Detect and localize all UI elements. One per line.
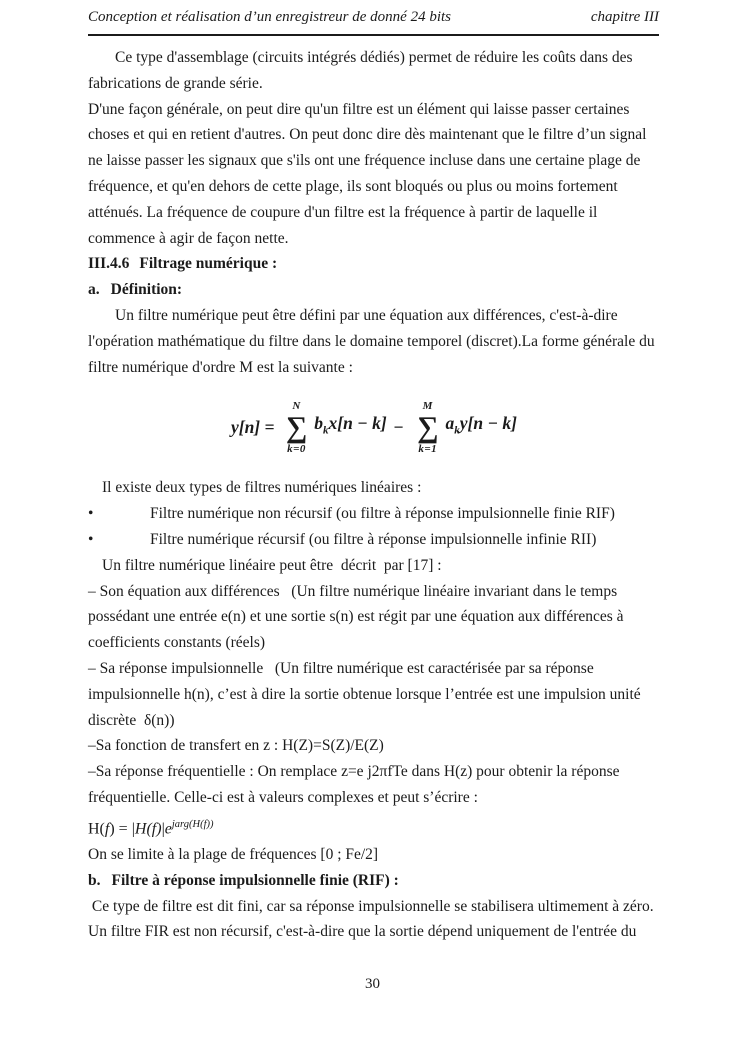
- paragraph-filtre-fini: Ce type de filtre est dit fini, car sa réponse impulsionnelle se stabilisera ultimement à zéro. Un filtre FIR est non récursif, c'est-à-dire que la sortie dépend uniquement de l'entrée du: [88, 897, 658, 941]
- section-number: III.4.6: [88, 255, 130, 273]
- term2-coefficient: a: [445, 413, 455, 434]
- sum2-lower-limit: k=1: [418, 443, 438, 456]
- sum1-upper-limit: N: [292, 400, 301, 413]
- hf-exponent: jarg(H(f)): [171, 818, 214, 830]
- paragraph-deux-types: Il existe deux types de filtres numériques linéaires :: [102, 479, 422, 497]
- hf-bar: |: [161, 820, 165, 838]
- sigma-icon: ∑: [417, 411, 439, 445]
- page-header: [88, 8, 659, 27]
- equation-term-1: [314, 411, 387, 444]
- minus-operator: −: [388, 416, 409, 437]
- difference-equation: [88, 400, 660, 455]
- paragraph-filtre-general: D'une façon générale, on peut dire qu'un filtre est un élément qui laisse passer certaines choses et qui en retient d'autres. On peut donc dire dès maintenant que le filtre d’un signal ne laisse passer les signaux que s'ils ont une fréquence incluse dans une certaine plage de fréquence, et qu'en dehors de cette plage, ils sont bloqués ou plus ou moins fortement atténués. La fréquence de coupure d'un filtre est la fréquence à partir de laquelle il commence à agir de façon nette.: [88, 100, 651, 247]
- term1-argument: x[n − k]: [328, 413, 387, 434]
- term2-argument: y[n − k]: [459, 413, 518, 434]
- page-number: 30: [365, 976, 380, 992]
- hf-lhs-open: H(: [88, 820, 105, 838]
- hf-e-base: e: [164, 820, 172, 838]
- bullet-text: Filtre numérique récursif (ou filtre à réponse impulsionnelle infinie RII): [150, 530, 597, 548]
- header-rule: [88, 34, 659, 36]
- sigma-icon: ∑: [285, 411, 308, 445]
- sum2-upper-limit: M: [422, 400, 433, 413]
- hf-f-italic: f: [104, 820, 110, 838]
- summation-2: [417, 400, 438, 455]
- paragraph-assemblage: Ce type d'assemblage (circuits intégrés dédiés) permet de réduire les coûts dans des fabrications de grande série.: [88, 49, 637, 92]
- term1-subscript: k: [323, 424, 329, 437]
- bullet-icon: •: [88, 530, 94, 548]
- equation-term-2: [446, 411, 518, 444]
- paragraph-equation-differences: – Son équation aux différences (Un filtre numérique linéaire invariant dans le temps possédant une entrée e(n) et une sortie s(n) est régit par une équation aux différences à coefficients constants (réels): [88, 582, 628, 652]
- paragraph-definition: Un filtre numérique peut être défini par une équation aux différences, c'est-à-dire l'opération mathématique du filtre dans le domaine temporel (discret).La forme générale du filtre numérique d'ordre M est la suivante :: [88, 306, 659, 376]
- paragraph-plage-frequences: On se limite à la plage de fréquences [0 ; Fe/2]: [88, 846, 379, 864]
- paragraph-reponse-impulsionnelle: – Sa réponse impulsionnelle (Un filtre numérique est caractérisée par sa réponse impulsionnelle h(n), c’est à dire la sortie obtenue lorsque l’entrée est une impulsion unité discrète δ(n)): [88, 659, 645, 729]
- hf-mid: ) = |: [109, 820, 135, 838]
- header-title: Conception et réalisation d’un enregistreur de donné 24 bits: [88, 9, 452, 25]
- subheading-definition: [88, 277, 660, 303]
- paragraph-reponse-frequentielle: –Sa réponse fréquentielle : On remplace z=e j2πfTe dans H(z) pour obtenir la réponse fréquentielle. Celle-ci est à valeurs complexes et peut s’écrire :: [88, 763, 624, 806]
- equation-lhs: y[n] =: [230, 416, 279, 437]
- page-footer: [0, 976, 745, 993]
- subheading-filtre-rif: [88, 868, 660, 894]
- section-label: Filtrage numérique :: [139, 255, 278, 273]
- paragraph-fonction-transfert: –Sa fonction de transfert en z : H(Z)=S(Z)/E(Z): [88, 737, 384, 755]
- header-chapter: chapitre III: [590, 9, 659, 25]
- summation-1: [286, 400, 307, 455]
- section-heading-filtrage-numerique: [88, 251, 660, 277]
- subheading-label: Filtre à réponse impulsionnelle finie (RIF) :: [111, 871, 399, 889]
- bullet-icon: •: [88, 505, 94, 523]
- hf-abs-value: H(f): [134, 820, 162, 838]
- bullet-item-rii: [88, 527, 660, 553]
- subheading-label: Définition:: [110, 281, 183, 299]
- bullet-item-rif: [88, 501, 660, 527]
- subheading-marker: b.: [88, 871, 101, 889]
- term1-coefficient: b: [314, 413, 323, 434]
- hf-equation: [88, 811, 660, 842]
- sum1-lower-limit: k=0: [287, 443, 306, 456]
- term2-subscript: k: [454, 424, 460, 437]
- subheading-marker: a.: [88, 281, 100, 299]
- document-body: [88, 45, 660, 945]
- bullet-text: Filtre numérique non récursif (ou filtre à réponse impulsionnelle finie RIF): [150, 505, 615, 523]
- paragraph-decrit-par: Un filtre numérique linéaire peut être décrit par [17] :: [102, 556, 442, 574]
